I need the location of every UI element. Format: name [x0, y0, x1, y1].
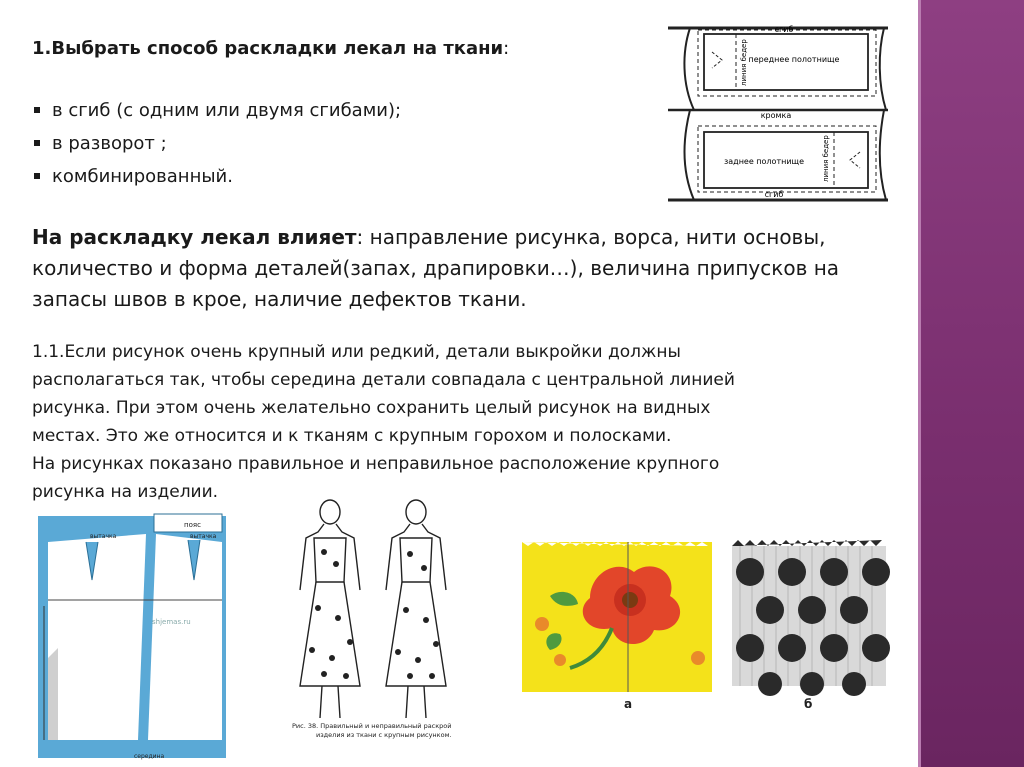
hip-line-top-label: линия бедер [740, 39, 748, 86]
fold-top-label: сгиб [774, 25, 794, 34]
back-panel-label: заднее полотнище [724, 157, 804, 166]
watermark-text: shjemas.ru [152, 618, 191, 626]
dart-label-1: вытачка [90, 533, 117, 540]
dress-caption-line-1: Рис. 38. Правильный и неправильный раскрой [292, 722, 452, 730]
influence-paragraph: На раскладку лекал влияет: направление рисунка, ворса, нити основы, количество и форма деталей(запах, драпировки…), величина припусков на запасы швов в крое, наличие дефектов ткани. [32, 225, 840, 311]
fabric-label-b: б [804, 697, 813, 711]
bullet-icon [34, 107, 40, 113]
section-heading: 1.Выбрать способ раскладки лекал на ткани: [32, 38, 510, 59]
floral-fabric-sample [520, 538, 718, 712]
decorative-side-bar [918, 0, 1024, 767]
middle-label: середина [134, 753, 165, 760]
hip-line-bottom-label: линия бедер [822, 135, 830, 182]
dart-label-2: вытачка [190, 533, 217, 540]
selvedge-label: кромка [760, 111, 792, 120]
pattern-paragraph: 1.1.Если рисунок очень крупный или редкий, детали выкройки должны располагаться так, чтобы середина детали совпадала с центральной линией рисунка. При этом очень желательно сохранить целый рисунок на видных местах. Это же относится и к тканям с крупным горохом и полосками. На рисунках показано правильное и неправильное расположение крупного рисунка на изделии. [32, 342, 735, 502]
fabric-label-a: а [624, 697, 633, 711]
skirt-pattern-drawing [34, 508, 230, 762]
list-item: в сгиб (с одним или двумя сгибами); [32, 98, 401, 131]
bullet-icon [34, 140, 40, 146]
list-item: в разворот ; [32, 131, 401, 164]
fold-bottom-label: сгиб [764, 190, 784, 199]
dress-figures-illustration [288, 490, 474, 742]
bullet-icon [34, 173, 40, 179]
list-item: комбинированный. [32, 164, 401, 197]
polka-dot-fabric-sample [730, 538, 890, 712]
dress-caption-line-2: изделия из ткани с крупным рисунком. [316, 731, 452, 739]
front-panel-label: переднее полотнище [748, 55, 840, 64]
layout-methods-list [32, 98, 401, 197]
belt-label: пояс [184, 521, 201, 529]
fabric-layout-diagram [664, 22, 892, 206]
